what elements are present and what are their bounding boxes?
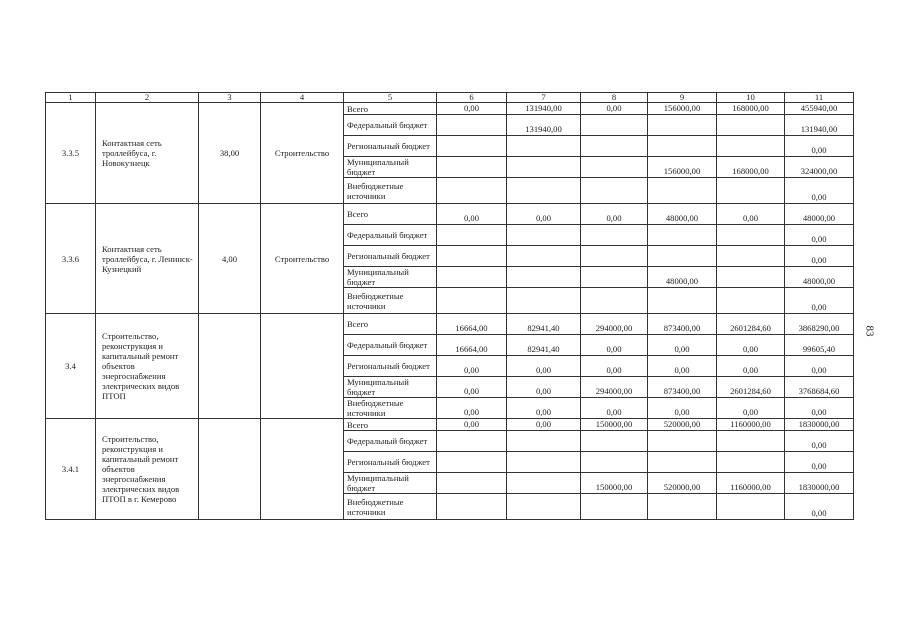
value-cell: 1830000,00 — [785, 473, 854, 494]
value-cell: 520000,00 — [648, 473, 717, 494]
section-capacity — [199, 314, 261, 419]
table-row — [46, 103, 854, 115]
value-cell — [581, 288, 648, 314]
section-number: 3.3.6 — [46, 204, 96, 314]
funding-source: Всего — [344, 419, 437, 431]
value-cell: 520000,00 — [648, 419, 717, 431]
value-cell: 0,00 — [437, 356, 507, 377]
value-cell: 0,00 — [785, 288, 854, 314]
value-cell — [507, 136, 581, 157]
value-cell — [648, 136, 717, 157]
value-cell — [507, 246, 581, 267]
value-cell — [581, 115, 648, 136]
value-cell: 131940,00 — [507, 115, 581, 136]
column-header: 6 — [437, 93, 507, 103]
value-cell: 1830000,00 — [785, 419, 854, 431]
value-cell: 324000,00 — [785, 157, 854, 178]
funding-source: Федеральный бюджет — [344, 431, 437, 452]
value-cell — [437, 431, 507, 452]
value-cell — [581, 178, 648, 204]
value-cell — [717, 431, 785, 452]
value-cell — [717, 288, 785, 314]
funding-source: Внебюджетные источники — [344, 398, 437, 419]
value-cell — [717, 452, 785, 473]
funding-source: Муниципальный бюджет — [344, 267, 437, 288]
column-header: 4 — [261, 93, 344, 103]
value-cell — [437, 288, 507, 314]
value-cell — [648, 431, 717, 452]
value-cell — [437, 136, 507, 157]
value-cell: 1160000,00 — [717, 473, 785, 494]
value-cell: 294000,00 — [581, 377, 648, 398]
section-number: 3.4.1 — [46, 419, 96, 520]
funding-source: Всего — [344, 204, 437, 225]
value-cell: 3768684,60 — [785, 377, 854, 398]
value-cell: 0,00 — [581, 398, 648, 419]
table-row — [46, 204, 854, 225]
value-cell — [437, 494, 507, 520]
section-name: Строительство, реконструкция и капитальный ремонт объектов энергоснабжения электрических видов ПТОП в г. Кемерово — [96, 419, 199, 520]
value-cell — [507, 431, 581, 452]
value-cell — [648, 452, 717, 473]
section-name: Контактная сеть троллейбуса, г. Ленинск-Кузнецкий — [96, 204, 199, 314]
value-cell: 0,00 — [785, 494, 854, 520]
funding-source: Федеральный бюджет — [344, 225, 437, 246]
value-cell: 0,00 — [437, 103, 507, 115]
value-cell: 156000,00 — [648, 157, 717, 178]
value-cell — [437, 225, 507, 246]
value-cell — [717, 246, 785, 267]
value-cell — [581, 267, 648, 288]
section-capacity — [199, 419, 261, 520]
value-cell: 168000,00 — [717, 103, 785, 115]
value-cell: 0,00 — [785, 136, 854, 157]
value-cell: 0,00 — [507, 419, 581, 431]
table-row — [46, 419, 854, 431]
funding-source: Муниципальный бюджет — [344, 157, 437, 178]
funding-source: Муниципальный бюджет — [344, 473, 437, 494]
column-header: 10 — [717, 93, 785, 103]
section-number: 3.3.5 — [46, 103, 96, 204]
column-header: 2 — [96, 93, 199, 103]
value-cell — [507, 267, 581, 288]
section-type: Строительство — [261, 103, 344, 204]
value-cell: 0,00 — [717, 335, 785, 356]
value-cell: 0,00 — [581, 204, 648, 225]
header-row — [46, 93, 854, 103]
value-cell — [437, 246, 507, 267]
column-header: 8 — [581, 93, 648, 103]
value-cell — [648, 246, 717, 267]
column-header: 7 — [507, 93, 581, 103]
value-cell: 0,00 — [785, 431, 854, 452]
funding-source: Федеральный бюджет — [344, 335, 437, 356]
value-cell — [437, 473, 507, 494]
page-number: 83 — [863, 325, 876, 337]
section-capacity: 4,00 — [199, 204, 261, 314]
value-cell: 131940,00 — [507, 103, 581, 115]
value-cell — [648, 494, 717, 520]
value-cell: 150000,00 — [581, 473, 648, 494]
column-header: 5 — [344, 93, 437, 103]
funding-source: Региональный бюджет — [344, 452, 437, 473]
funding-source: Федеральный бюджет — [344, 115, 437, 136]
value-cell: 0,00 — [785, 225, 854, 246]
value-cell: 0,00 — [785, 246, 854, 267]
value-cell: 0,00 — [785, 356, 854, 377]
value-cell: 16664,00 — [437, 335, 507, 356]
value-cell: 1160000,00 — [717, 419, 785, 431]
value-cell: 156000,00 — [648, 103, 717, 115]
value-cell: 0,00 — [437, 377, 507, 398]
section-type — [261, 314, 344, 419]
value-cell — [581, 452, 648, 473]
value-cell: 16664,00 — [437, 314, 507, 335]
value-cell — [507, 452, 581, 473]
value-cell — [581, 494, 648, 520]
value-cell: 294000,00 — [581, 314, 648, 335]
value-cell: 873400,00 — [648, 314, 717, 335]
value-cell: 82941,40 — [507, 335, 581, 356]
value-cell — [581, 157, 648, 178]
value-cell — [648, 225, 717, 246]
value-cell: 455940,00 — [785, 103, 854, 115]
value-cell: 0,00 — [581, 103, 648, 115]
funding-source: Внебюджетные источники — [344, 178, 437, 204]
column-header: 11 — [785, 93, 854, 103]
value-cell — [581, 136, 648, 157]
value-cell: 131940,00 — [785, 115, 854, 136]
value-cell: 873400,00 — [648, 377, 717, 398]
section-name: Строительство, реконструкция и капитальный ремонт объектов энергоснабжения электрических видов ПТОП — [96, 314, 199, 419]
column-header: 9 — [648, 93, 717, 103]
funding-source: Всего — [344, 314, 437, 335]
value-cell — [717, 225, 785, 246]
value-cell — [581, 431, 648, 452]
value-cell: 0,00 — [648, 356, 717, 377]
value-cell — [507, 288, 581, 314]
value-cell — [648, 288, 717, 314]
section-type — [261, 419, 344, 520]
value-cell — [717, 267, 785, 288]
value-cell: 3868290,00 — [785, 314, 854, 335]
value-cell: 48000,00 — [648, 204, 717, 225]
value-cell — [437, 178, 507, 204]
value-cell: 99605,40 — [785, 335, 854, 356]
section-number: 3.4 — [46, 314, 96, 419]
value-cell — [717, 115, 785, 136]
value-cell — [581, 225, 648, 246]
funding-table — [45, 92, 854, 520]
value-cell: 0,00 — [717, 204, 785, 225]
value-cell — [581, 246, 648, 267]
value-cell — [437, 267, 507, 288]
value-cell: 0,00 — [507, 204, 581, 225]
value-cell — [437, 157, 507, 178]
funding-source: Муниципальный бюджет — [344, 377, 437, 398]
section-type: Строительство — [261, 204, 344, 314]
value-cell: 150000,00 — [581, 419, 648, 431]
value-cell — [717, 136, 785, 157]
funding-source: Внебюджетные источники — [344, 494, 437, 520]
value-cell: 48000,00 — [648, 267, 717, 288]
value-cell: 0,00 — [437, 419, 507, 431]
value-cell: 0,00 — [717, 356, 785, 377]
table-row — [46, 314, 854, 335]
value-cell: 82941,40 — [507, 314, 581, 335]
value-cell — [507, 494, 581, 520]
column-header: 3 — [199, 93, 261, 103]
value-cell: 0,00 — [581, 335, 648, 356]
value-cell: 0,00 — [785, 452, 854, 473]
funding-source: Региональный бюджет — [344, 356, 437, 377]
value-cell: 2601284,60 — [717, 377, 785, 398]
section-capacity: 38,00 — [199, 103, 261, 204]
value-cell — [507, 157, 581, 178]
value-cell: 0,00 — [437, 204, 507, 225]
funding-source: Внебюджетные источники — [344, 288, 437, 314]
value-cell: 0,00 — [437, 398, 507, 419]
funding-source: Всего — [344, 103, 437, 115]
section-name: Контактная сеть троллейбуса, г. Новокузнецк — [96, 103, 199, 204]
value-cell: 0,00 — [785, 178, 854, 204]
value-cell: 0,00 — [507, 356, 581, 377]
value-cell — [507, 178, 581, 204]
value-cell — [648, 178, 717, 204]
value-cell: 48000,00 — [785, 267, 854, 288]
value-cell: 0,00 — [717, 398, 785, 419]
value-cell: 0,00 — [648, 398, 717, 419]
value-cell: 48000,00 — [785, 204, 854, 225]
value-cell — [648, 115, 717, 136]
value-cell: 2601284,60 — [717, 314, 785, 335]
column-header: 1 — [46, 93, 96, 103]
value-cell — [437, 115, 507, 136]
value-cell: 168000,00 — [717, 157, 785, 178]
value-cell: 0,00 — [581, 356, 648, 377]
value-cell: 0,00 — [785, 398, 854, 419]
value-cell: 0,00 — [507, 398, 581, 419]
value-cell: 0,00 — [648, 335, 717, 356]
value-cell — [507, 225, 581, 246]
value-cell — [437, 452, 507, 473]
funding-source: Региональный бюджет — [344, 136, 437, 157]
funding-source: Региональный бюджет — [344, 246, 437, 267]
value-cell — [717, 178, 785, 204]
value-cell — [507, 473, 581, 494]
value-cell — [717, 494, 785, 520]
value-cell: 0,00 — [507, 377, 581, 398]
